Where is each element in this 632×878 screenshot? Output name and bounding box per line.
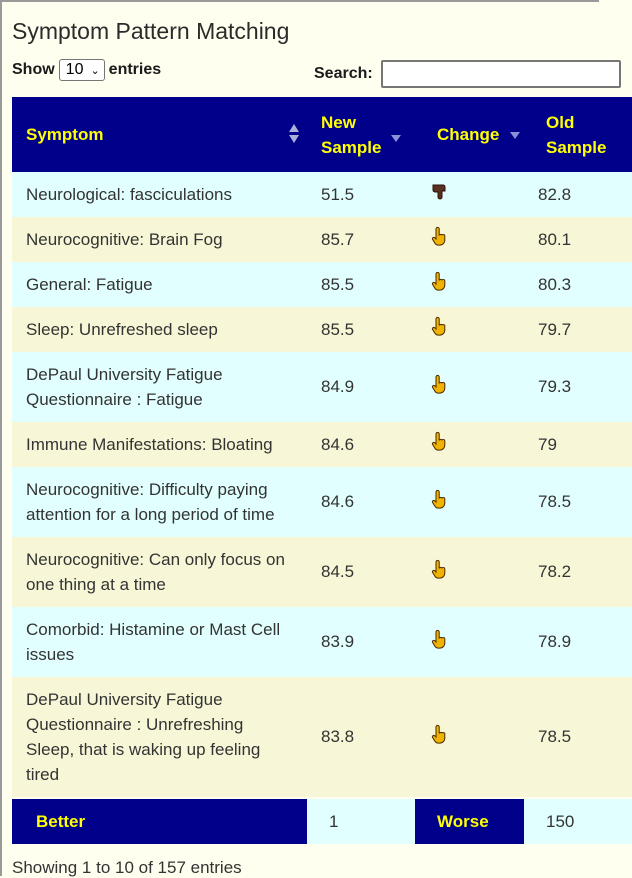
better-hand-icon [415,677,524,797]
symptom-table [12,97,632,797]
search-input[interactable] [381,60,621,88]
cell-old-sample: 78.5 [524,677,632,797]
table-header-row [12,97,632,172]
table-row[interactable] [12,607,632,677]
cell-old-sample: 82.8 [524,172,632,217]
cell-symptom: Neurological: fasciculations [12,172,307,217]
table-row[interactable] [12,422,632,467]
table-row[interactable] [12,537,632,607]
cell-symptom: Sleep: Unrefreshed sleep [12,307,307,352]
cell-old-sample: 80.1 [524,217,632,262]
cell-symptom: DePaul University Fatigue Questionnaire : Unrefreshing Sleep, that is waking up feeling tired [12,677,307,797]
column-header-label: Change [437,125,500,144]
cell-symptom: General: Fatigue [12,262,307,307]
better-hand-icon [415,352,524,422]
cell-old-sample: 80.3 [524,262,632,307]
better-label: Better [12,799,307,844]
table-row[interactable] [12,677,632,797]
better-hand-icon [415,607,524,677]
cell-old-sample: 79.7 [524,307,632,352]
cell-symptom: Neurocognitive: Difficulty paying attention for a long period of time [12,467,307,537]
better-hand-icon [415,217,524,262]
cell-new-sample: 83.9 [307,607,415,677]
table-info: Showing 1 to 10 of 157 entries [12,858,242,877]
table-row[interactable] [12,172,632,217]
better-hand-icon [415,262,524,307]
entries-per-page-select[interactable] [59,59,105,81]
column-header-change[interactable] [415,97,524,172]
table-row[interactable] [12,307,632,352]
table-row[interactable] [12,262,632,307]
cell-new-sample: 84.5 [307,537,415,607]
table-row[interactable] [12,217,632,262]
cell-new-sample: 84.9 [307,352,415,422]
column-header-old-sample[interactable] [524,97,632,172]
cell-symptom: Neurocognitive: Can only focus on one thing at a time [12,537,307,607]
better-hand-icon [415,307,524,352]
sort-desc-icon [510,132,520,139]
table-row[interactable] [12,467,632,537]
better-count: 1 [307,799,415,844]
cell-old-sample: 79.3 [524,352,632,422]
search-control [314,60,621,88]
entries-per-page-value: 10 [65,61,84,78]
length-control [12,59,161,81]
cell-symptom: Neurocognitive: Brain Fog [12,217,307,262]
column-header-label: New Sample [321,112,382,157]
better-hand-icon [415,422,524,467]
column-header-label: Symptom [26,125,104,144]
length-prefix: Show [12,61,55,78]
page-title: Symptom Pattern Matching [12,18,290,44]
cell-symptom: DePaul University Fatigue Questionnaire : Fatigue [12,352,307,422]
cell-symptom: Immune Manifestations: Bloating [12,422,307,467]
table-row[interactable] [12,352,632,422]
cell-new-sample: 84.6 [307,422,415,467]
better-hand-icon [415,467,524,537]
cell-new-sample: 51.5 [307,172,415,217]
cell-new-sample: 83.8 [307,677,415,797]
sort-both-icon [289,124,299,144]
cell-new-sample: 85.7 [307,217,415,262]
column-header-symptom[interactable] [12,97,307,172]
better-hand-icon [415,537,524,607]
search-label: Search: [314,65,373,82]
chevron-down-icon: ⌄ [90,64,100,77]
cell-symptom: Comorbid: Histamine or Mast Cell issues [12,607,307,677]
worse-count: 150 [524,799,632,844]
worse-label: Worse [415,799,524,844]
cell-old-sample: 78.9 [524,607,632,677]
worse-hand-icon [415,172,524,217]
sort-desc-icon [391,135,401,142]
cell-new-sample: 84.6 [307,467,415,537]
column-header-label: Old Sample [546,112,607,157]
cell-old-sample: 78.2 [524,537,632,607]
length-suffix: entries [108,61,162,78]
summary-footer [12,799,632,844]
column-header-new-sample[interactable] [307,97,415,172]
cell-old-sample: 79 [524,422,632,467]
cell-old-sample: 78.5 [524,467,632,537]
summary-row [12,799,632,844]
cell-new-sample: 85.5 [307,262,415,307]
cell-new-sample: 85.5 [307,307,415,352]
